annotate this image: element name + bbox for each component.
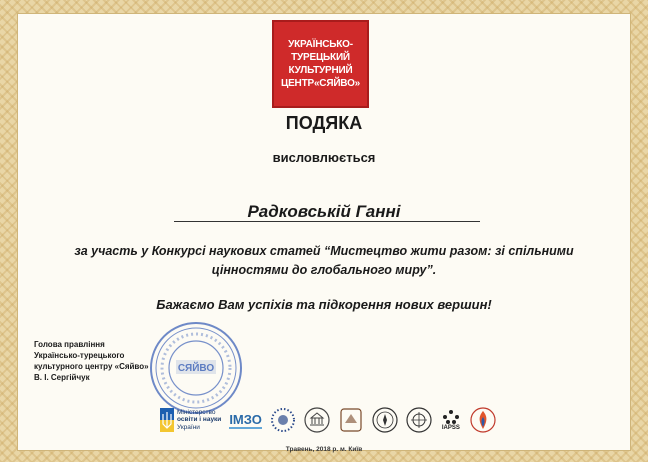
ministry-line-3: України [177, 423, 200, 431]
university-building-icon [304, 407, 330, 433]
dotted-ring-emblem-icon [270, 407, 296, 433]
iapss-dots-icon [440, 409, 462, 425]
flame-emblem-icon [470, 405, 496, 435]
signer-line-3: культурного центру «Сяйво» [34, 362, 149, 371]
imzo-text: ІМЗО [229, 411, 262, 427]
society-seal-icon [406, 407, 432, 433]
signer-line-2: Українсько-турецького [34, 351, 125, 360]
stamp-center-text: СЯЙВО [177, 363, 215, 374]
logo-line-2: ТУРЕЦЬКИЙ [291, 52, 350, 63]
body-line-1: за участь у Конкурсі наукових статей “Мистецтво жити разом: зі спільними [74, 244, 574, 258]
ministry-logo [160, 404, 221, 436]
ministry-line-1: Міністерство [177, 408, 216, 416]
certificate-subtitle: висловлюється [272, 150, 376, 165]
signer-name: В. І. Сергійчук [34, 373, 90, 382]
certificate-wish: Бажаємо Вам успіхів та підкорення нових вершин! [156, 297, 492, 312]
certificate-date-place: Травень, 2018 р. м. Київ [285, 446, 363, 453]
recipient-underline [174, 221, 480, 222]
partner-logos [160, 402, 520, 438]
academy-crest-icon [338, 407, 364, 433]
trident-icon [160, 408, 174, 432]
certificate-body [70, 242, 578, 280]
logo-line-4: ЦЕНТР«СЯЙВО» [280, 78, 361, 89]
body-line-2: цінностями до глобального миру”. [211, 263, 437, 277]
ministry-line-2: освіти і науки [177, 416, 222, 424]
logo-line-3: КУЛЬТУРНИЙ [288, 65, 353, 76]
signer-line-1: Голова правління [34, 340, 105, 349]
organization-logo [272, 20, 369, 108]
certificate-title: ПОДЯКА [285, 113, 363, 133]
iapss-logo [440, 404, 462, 436]
logo-line-1: УКРАЇНСЬКО- [288, 39, 353, 50]
recipient-name: Радковській Ганні [247, 202, 401, 221]
institute-seal-icon [372, 407, 398, 433]
iapss-text: IAPSS [441, 425, 460, 431]
imzo-logo [229, 404, 262, 436]
